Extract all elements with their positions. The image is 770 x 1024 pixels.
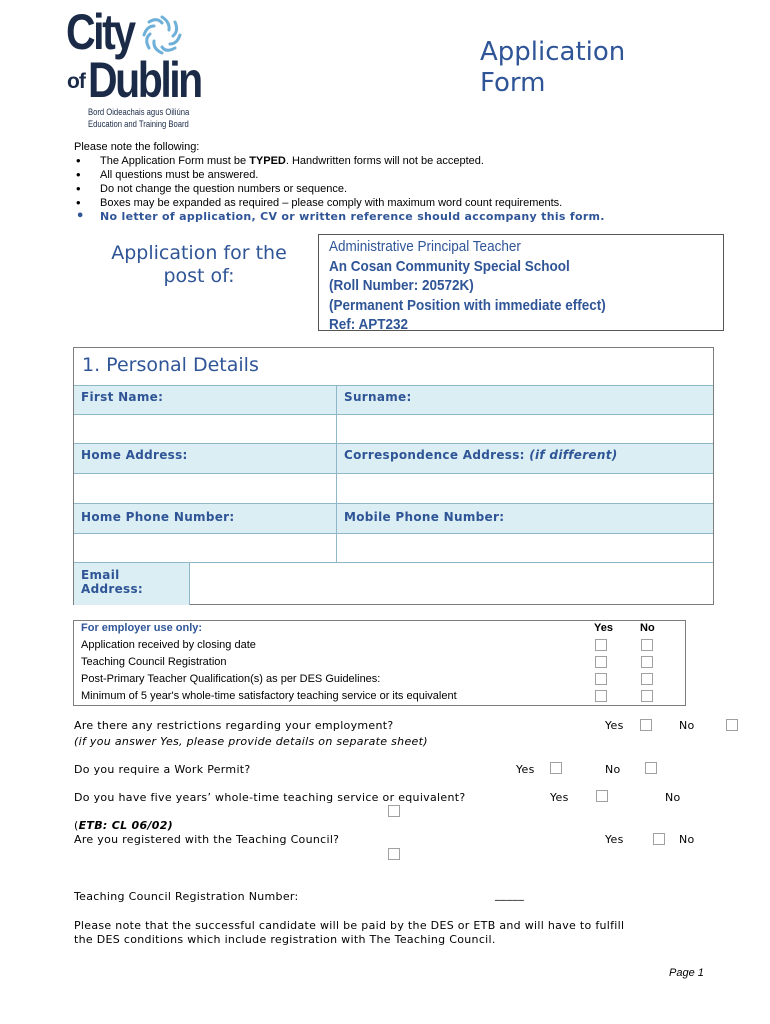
post-label: Application for the post of: (111, 242, 287, 287)
home-phone-label: Home Phone Number: (81, 510, 235, 524)
employer-no-checkbox[interactable] (641, 639, 653, 651)
employer-row-label: Application received by closing date (81, 639, 256, 651)
employer-yes-checkbox[interactable] (595, 656, 607, 668)
question-work-permit: Do you require a Work Permit? (74, 763, 251, 776)
correspondence-address-field[interactable] (337, 474, 713, 503)
email-row (74, 562, 713, 605)
address-input-row (74, 473, 713, 503)
employer-row-label: Teaching Council Registration (81, 656, 227, 668)
surname-field[interactable] (337, 415, 713, 443)
employer-no-checkbox[interactable] (641, 690, 653, 702)
restrictions-no-checkbox[interactable] (726, 719, 738, 731)
home-address-field[interactable] (74, 474, 336, 503)
employer-yes-checkbox[interactable] (595, 690, 607, 702)
email-field[interactable] (190, 563, 713, 605)
logo-subtitle-english: Education and Training Board (88, 119, 189, 129)
teaching-council-no-checkbox[interactable] (388, 848, 400, 860)
employer-row-label: Minimum of 5 year's whole-time satisfactory teaching service or its equivalent (81, 690, 457, 702)
registration-number-label: Teaching Council Registration Number: (74, 890, 299, 903)
post-reference: Ref: APT232 (329, 316, 409, 333)
teaching-council-yes-checkbox[interactable] (653, 833, 665, 845)
surname-label: Surname: (344, 390, 412, 404)
first-name-field[interactable] (74, 415, 336, 443)
note-item: • The Application Form must be TYPED. Handwritten forms will not be accepted. (74, 154, 714, 168)
employer-use-box (73, 620, 686, 706)
question-teaching-service: Do you have five years’ whole-time teaching service or equivalent? (74, 791, 466, 804)
note-item: • Do not change the question numbers or sequence. (74, 182, 714, 196)
personal-details-heading: 1. Personal Details (82, 354, 259, 376)
post-position-type: (Permanent Position with immediate effect) (329, 296, 606, 314)
post-title: Administrative Principal Teacher (329, 238, 521, 255)
teaching-service-no-checkbox[interactable] (388, 805, 400, 817)
teaching-council-no-label: No (679, 833, 695, 846)
work-permit-yes-checkbox[interactable] (550, 762, 562, 774)
name-input-row (74, 414, 713, 443)
note-item: • All questions must be answered. (74, 168, 714, 182)
employer-yes-checkbox[interactable] (595, 673, 607, 685)
restrictions-yes-checkbox[interactable] (640, 719, 652, 731)
restrictions-yes-label: Yes (605, 719, 624, 732)
work-permit-yes-label: Yes (516, 763, 535, 776)
page-number: Page 1 (669, 967, 704, 979)
phone-label-row (74, 503, 713, 533)
email-label: Email Address: (74, 563, 189, 605)
question-restrictions-note: (if you answer Yes, please provide details on separate sheet) (74, 735, 428, 748)
teaching-service-yes-checkbox[interactable] (596, 790, 608, 802)
mobile-phone-field[interactable] (337, 534, 713, 562)
teaching-council-yes-label: Yes (605, 833, 624, 846)
teaching-service-yes-label: Yes (550, 791, 569, 804)
name-label-row (74, 385, 713, 414)
logo-subtitle-irish: Bord Oideachais agus Oiliúna (88, 107, 190, 117)
logo-dublin-text: Dublin (88, 52, 201, 108)
personal-details-section (73, 347, 714, 605)
post-details-box (318, 234, 724, 331)
payment-footnote: Please note that the successful candidate will be paid by the DES or ETB and will have to fulfill the DES conditions which include registration with The Teaching Council. (74, 919, 625, 946)
notes-list (74, 154, 714, 224)
home-phone-field[interactable] (74, 534, 336, 562)
work-permit-no-checkbox[interactable] (645, 762, 657, 774)
phone-input-row (74, 533, 713, 562)
logo-of-text: of (67, 70, 85, 93)
notes-section (74, 140, 714, 224)
mobile-phone-label: Mobile Phone Number: (344, 510, 505, 524)
page-title: Application Form (480, 37, 626, 98)
employer-no-checkbox[interactable] (641, 673, 653, 685)
correspondence-address-label: Correspondence Address: (if different) (344, 448, 618, 462)
question-restrictions: Are there any restrictions regarding your employment? (74, 719, 394, 732)
note-item: • Boxes may be expanded as required – please comply with maximum word count requirements. (74, 196, 714, 210)
registration-number-field[interactable]: _____ (495, 888, 524, 901)
note-item-highlight: • No letter of application, CV or written reference should accompany this form. (74, 210, 714, 224)
post-roll-number: (Roll Number: 20572K) (329, 277, 474, 294)
logo-city-text: City (66, 4, 134, 60)
restrictions-no-label: No (679, 719, 695, 732)
employer-row-label: Post-Primary Teacher Qualification(s) as per DES Guidelines: (81, 673, 381, 685)
employer-use-heading: For employer use only: (81, 622, 203, 634)
notes-intro: Please note the following: (74, 141, 200, 153)
post-school: An Cosan Community Special School (329, 257, 570, 275)
employer-yes-checkbox[interactable] (595, 639, 607, 651)
first-name-label: First Name: (81, 390, 164, 404)
work-permit-no-label: No (605, 763, 621, 776)
question-etb-reference: (ETB: CL 06/02) (74, 819, 173, 832)
home-address-label: Home Address: (81, 448, 188, 462)
employer-no-header: No (640, 622, 655, 634)
question-teaching-council: Are you registered with the Teaching Council? (74, 833, 340, 846)
teaching-service-no-label: No (665, 791, 681, 804)
employer-no-checkbox[interactable] (641, 656, 653, 668)
employer-yes-header: Yes (594, 622, 613, 634)
address-label-row (74, 443, 713, 473)
